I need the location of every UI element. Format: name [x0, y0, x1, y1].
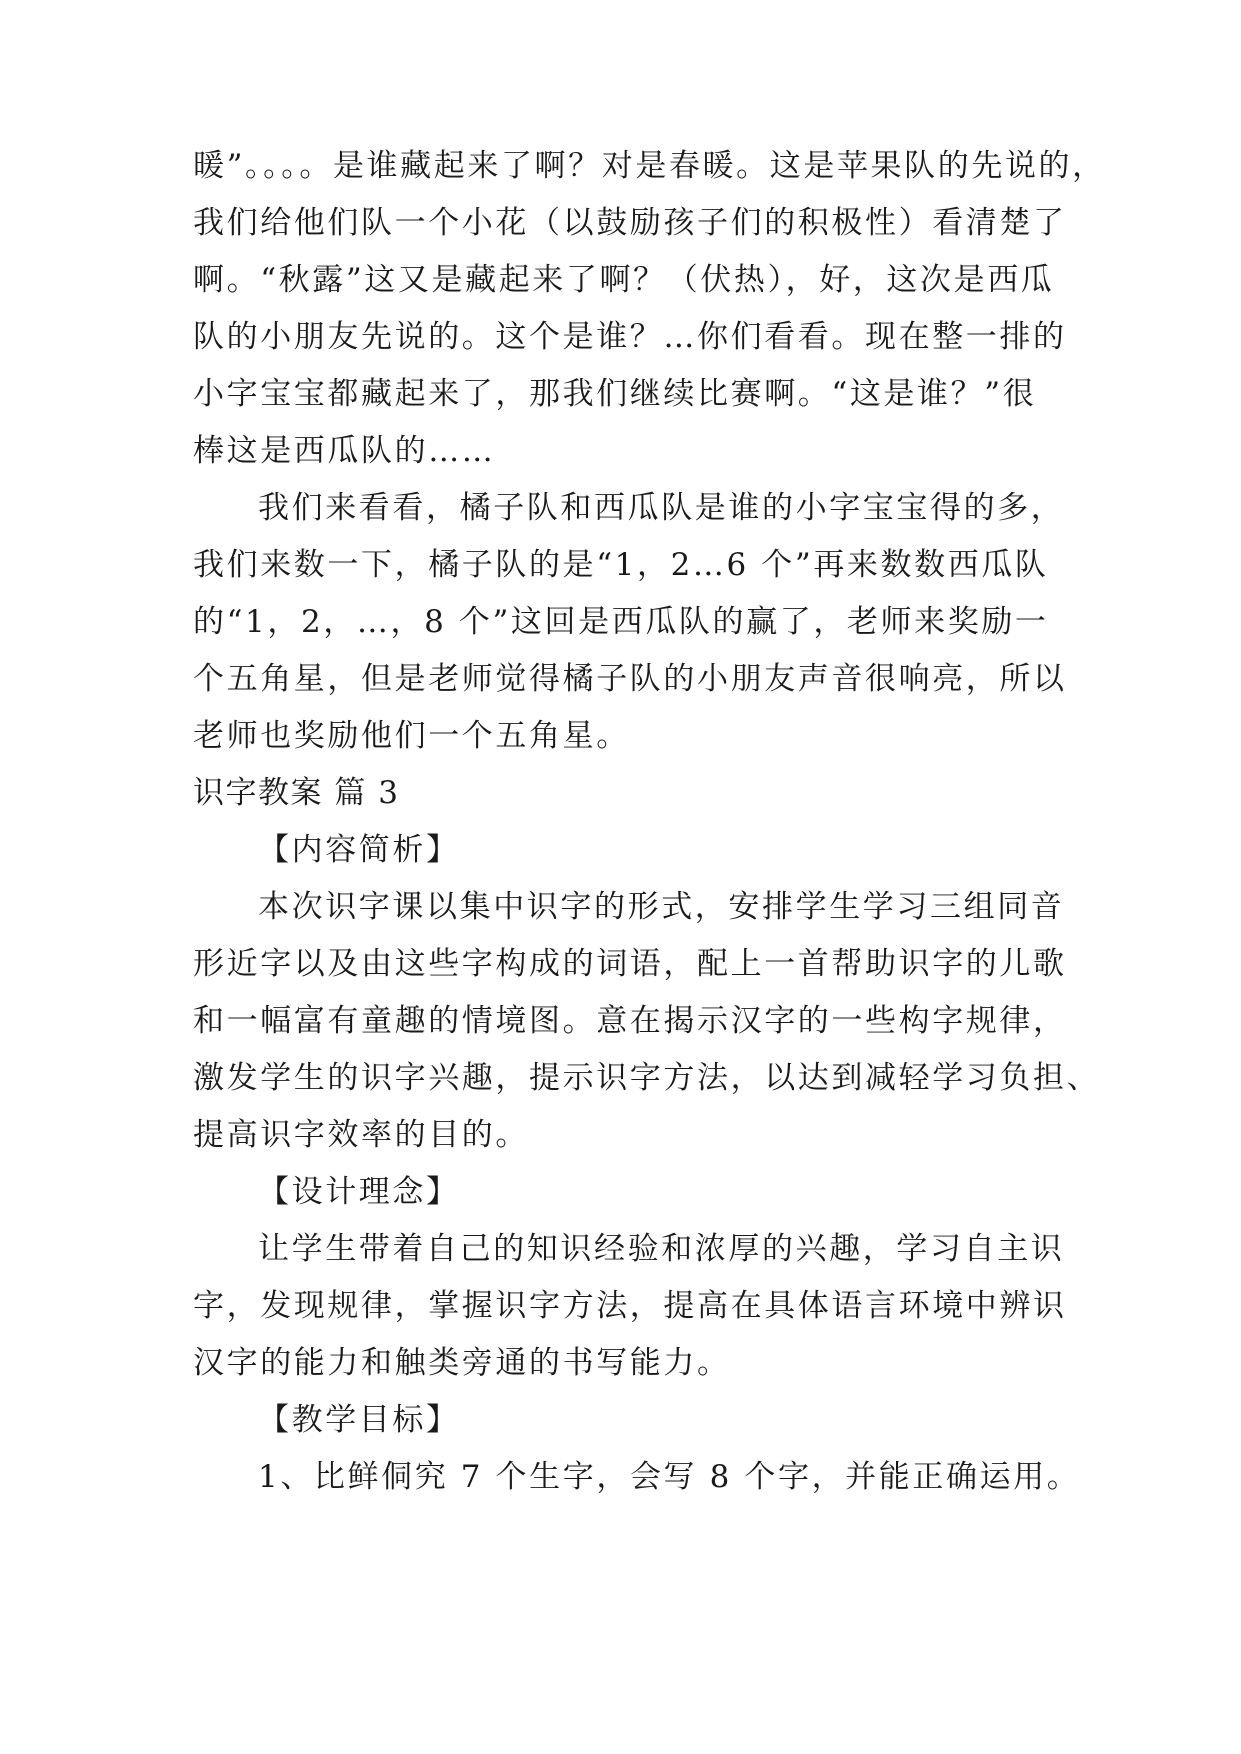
paragraph-line: 个五角星，但是老师觉得橘子队的小朋友声音很响亮，所以: [193, 661, 1067, 697]
paragraph-line: 本次识字课以集中识字的形式，安排学生学习三组同音: [258, 889, 1065, 925]
paragraph-line: 老师也奖励他们一个五角星。: [193, 718, 630, 754]
paragraph-line: 汉字的能力和触类旁通的书写能力。: [193, 1345, 731, 1381]
paragraph-line: 让学生带着自己的知识经验和浓厚的兴趣，学习自主识: [258, 1231, 1065, 1267]
list-item: 1、比鲜侗究 7 个生字，会写 8 个字，并能正确运用。: [258, 1459, 1081, 1495]
paragraph-line: 我们来数一下，橘子队的是“1，2…6 个”再来数数西瓜队: [193, 547, 1049, 583]
paragraph-line: 提高识字效率的目的。: [193, 1117, 529, 1153]
section-heading: 【教学目标】: [258, 1402, 460, 1438]
paragraph-line: 我们来看看，橘子队和西瓜队是谁的小字宝宝得的多，: [258, 490, 1065, 526]
paragraph-line: 队的小朋友先说的。这个是谁？…你们看看。现在整一排的: [193, 319, 1067, 355]
paragraph-line: 我们给他们队一个小花（以鼓励孩子们的积极性）看清楚了: [193, 205, 1067, 241]
section-heading: 【内容简析】: [258, 832, 460, 868]
paragraph-line: 和一幅富有童趣的情境图。意在揭示汉字的一些构字规律，: [193, 1003, 1067, 1039]
paragraph-line: 字，发现规律，掌握识字方法，提高在具体语言环境中辨识: [193, 1288, 1067, 1324]
paragraph-line: 棒这是西瓜队的……: [193, 433, 496, 469]
paragraph-line: 的“1，2，…，8 个”这回是西瓜队的赢了，老师来奖励一: [193, 604, 1049, 640]
paragraph-line: 啊。“秋露”这又是藏起来了啊？（伏热），好，这次是西瓜: [193, 262, 1055, 298]
section-heading: 【设计理念】: [258, 1174, 460, 1210]
section-title: 识字教案 篇 3: [193, 775, 400, 811]
paragraph-line: 暖”。。。。是谁藏起来了啊？对是春暖。这是苹果队的先说的，: [193, 148, 1106, 184]
paragraph-line: 形近字以及由这些字构成的词语，配上一首帮助识字的儿歌: [193, 946, 1067, 982]
paragraph-line: 小字宝宝都藏起来了，那我们继续比赛啊。“这是谁？”很: [193, 376, 1037, 412]
paragraph-line: 激发学生的识字兴趣，提示识字方法，以达到减轻学习负担、: [193, 1060, 1101, 1096]
